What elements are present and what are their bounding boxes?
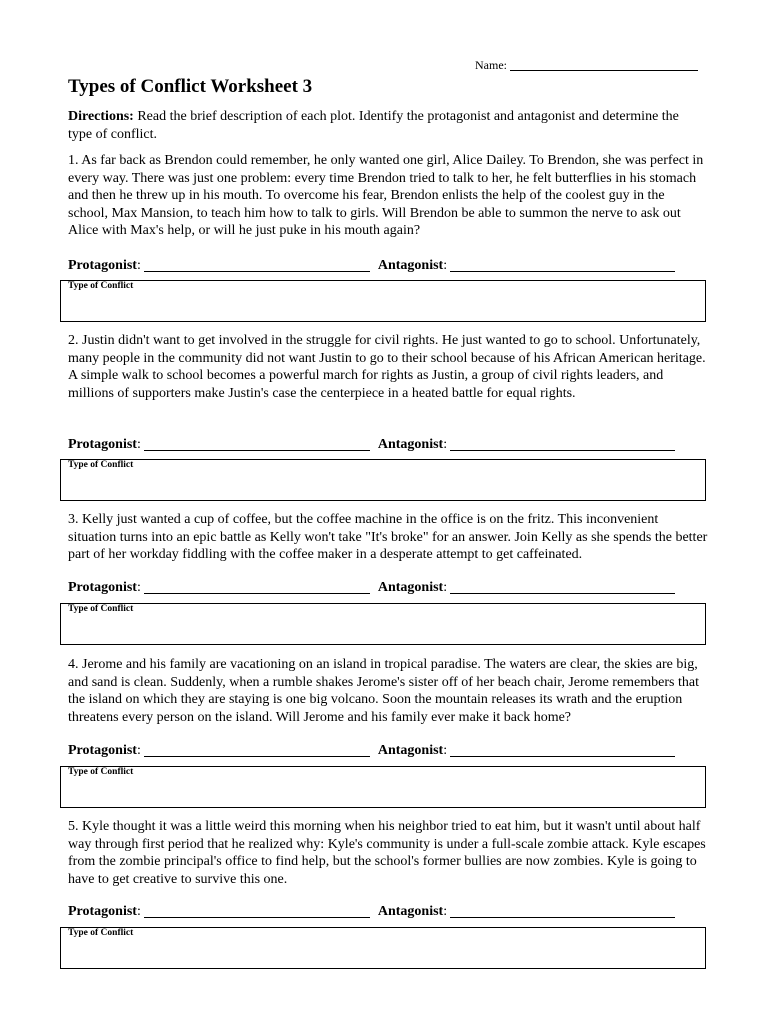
antagonist-label: Antagonist bbox=[377, 258, 444, 273]
answer-row-1: Protagonist: Antagonist: bbox=[68, 258, 708, 276]
protagonist-label: Protagonist bbox=[68, 580, 137, 595]
name-field[interactable] bbox=[475, 58, 705, 73]
problem-5 bbox=[68, 818, 708, 888]
problem-text: 1. As far back as Brendon could remember, he only wanted one girl, Alice Dailey. To Brendon, she was perfect in every way. There was just one problem: every time Brendon tried to talk to her, he felt butterflies in his stomach and then he threw up in his mouth. To overcome his fear, Brendon enlists the help of the coolest guy in the school, Max Mansion, to teach him how to talk to girls. Will Brendon be able to summon the nerve to ask out Alice with Max's help, or will he just puke in his mouth again? bbox=[68, 153, 704, 239]
protagonist-blank[interactable] bbox=[144, 438, 370, 451]
directions-text: Read the brief description of each plot. Identify the protagonist and antagonist and determine the type of conflict. bbox=[68, 109, 679, 142]
name-label: Name: bbox=[475, 58, 507, 72]
type-of-conflict-box-4[interactable] bbox=[60, 766, 706, 808]
problem-2 bbox=[68, 332, 708, 402]
type-of-conflict-box-5[interactable] bbox=[60, 927, 706, 969]
antagonist-blank[interactable] bbox=[450, 438, 675, 451]
protagonist-label: Protagonist bbox=[68, 743, 137, 758]
type-of-conflict-label: Type of Conflict bbox=[68, 460, 134, 470]
type-of-conflict-label: Type of Conflict bbox=[68, 281, 134, 291]
antagonist-blank[interactable] bbox=[450, 259, 675, 272]
problem-text: 2. Justin didn't want to get involved in the struggle for civil rights. He just wanted to go to school. Unfortunately, many people in the community did not want Justin to go to their school because of his African American heritage. A simple walk to school becomes a powerful march for rights as Justin, a group of civil rights leaders, and millions of supporters make Justin's case the centerpiece in a heated battle for equal rights. bbox=[68, 333, 706, 401]
protagonist-blank[interactable] bbox=[144, 905, 370, 918]
problem-3 bbox=[68, 511, 708, 564]
antagonist-label: Antagonist bbox=[377, 904, 444, 919]
problem-text: 4. Jerome and his family are vacationing on an island in tropical paradise. The waters are clear, the skies are big, and sand is clean. Suddenly, when a rumble shakes Jerome's sister off of her beach chair, Jerome remembers that the island on which they are staying is one big volcano. Soon the mountain releases its wrath and the eruption threatens every person on the island. Will Jerome and his family ever make it back home? bbox=[68, 657, 699, 725]
directions-label: Directions: bbox=[68, 109, 134, 124]
antagonist-label: Antagonist bbox=[377, 743, 444, 758]
type-of-conflict-box-1[interactable] bbox=[60, 280, 706, 322]
type-of-conflict-box-3[interactable] bbox=[60, 603, 706, 645]
type-of-conflict-label: Type of Conflict bbox=[68, 604, 134, 614]
antagonist-blank[interactable] bbox=[450, 905, 675, 918]
protagonist-blank[interactable] bbox=[144, 581, 370, 594]
answer-row-4: Protagonist: Antagonist: bbox=[68, 743, 708, 761]
type-of-conflict-box-2[interactable] bbox=[60, 459, 706, 501]
directions bbox=[68, 108, 688, 144]
antagonist-label: Antagonist bbox=[377, 580, 444, 595]
answer-row-3: Protagonist: Antagonist: bbox=[68, 580, 708, 598]
problem-text: 5. Kyle thought it was a little weird this morning when his neighbor tried to eat him, but it wasn't until about half way through first period that he realized why: Kyle's community is under a full-scale zombie attack. Kyle escapes from the zombie principal's office to find help, but the school's former bullies are now zombies. Kyle is going to have to get creative to survive this one. bbox=[68, 819, 706, 887]
antagonist-blank[interactable] bbox=[450, 581, 675, 594]
antagonist-label: Antagonist bbox=[377, 437, 444, 452]
protagonist-label: Protagonist bbox=[68, 258, 137, 273]
problem-1 bbox=[68, 152, 708, 240]
protagonist-label: Protagonist bbox=[68, 904, 137, 919]
protagonist-blank[interactable] bbox=[144, 744, 370, 757]
problem-text: 3. Kelly just wanted a cup of coffee, but the coffee machine in the office is on the fritz. This inconvenient situation turns into an epic battle as Kelly won't take "It's broke" for an answer. Join Kelly as she spends the better part of her workday fiddling with the coffee maker in a desperate attempt to get caffeinated. bbox=[68, 512, 708, 563]
answer-row-5: Protagonist: Antagonist: bbox=[68, 904, 708, 922]
antagonist-blank[interactable] bbox=[450, 744, 675, 757]
protagonist-blank[interactable] bbox=[144, 259, 370, 272]
answer-row-2: Protagonist: Antagonist: bbox=[68, 437, 708, 455]
problem-4 bbox=[68, 656, 708, 726]
type-of-conflict-label: Type of Conflict bbox=[68, 767, 134, 777]
worksheet-title: Types of Conflict Worksheet 3 bbox=[68, 76, 313, 97]
name-blank-line[interactable] bbox=[510, 58, 698, 71]
type-of-conflict-label: Type of Conflict bbox=[68, 928, 134, 938]
protagonist-label: Protagonist bbox=[68, 437, 137, 452]
